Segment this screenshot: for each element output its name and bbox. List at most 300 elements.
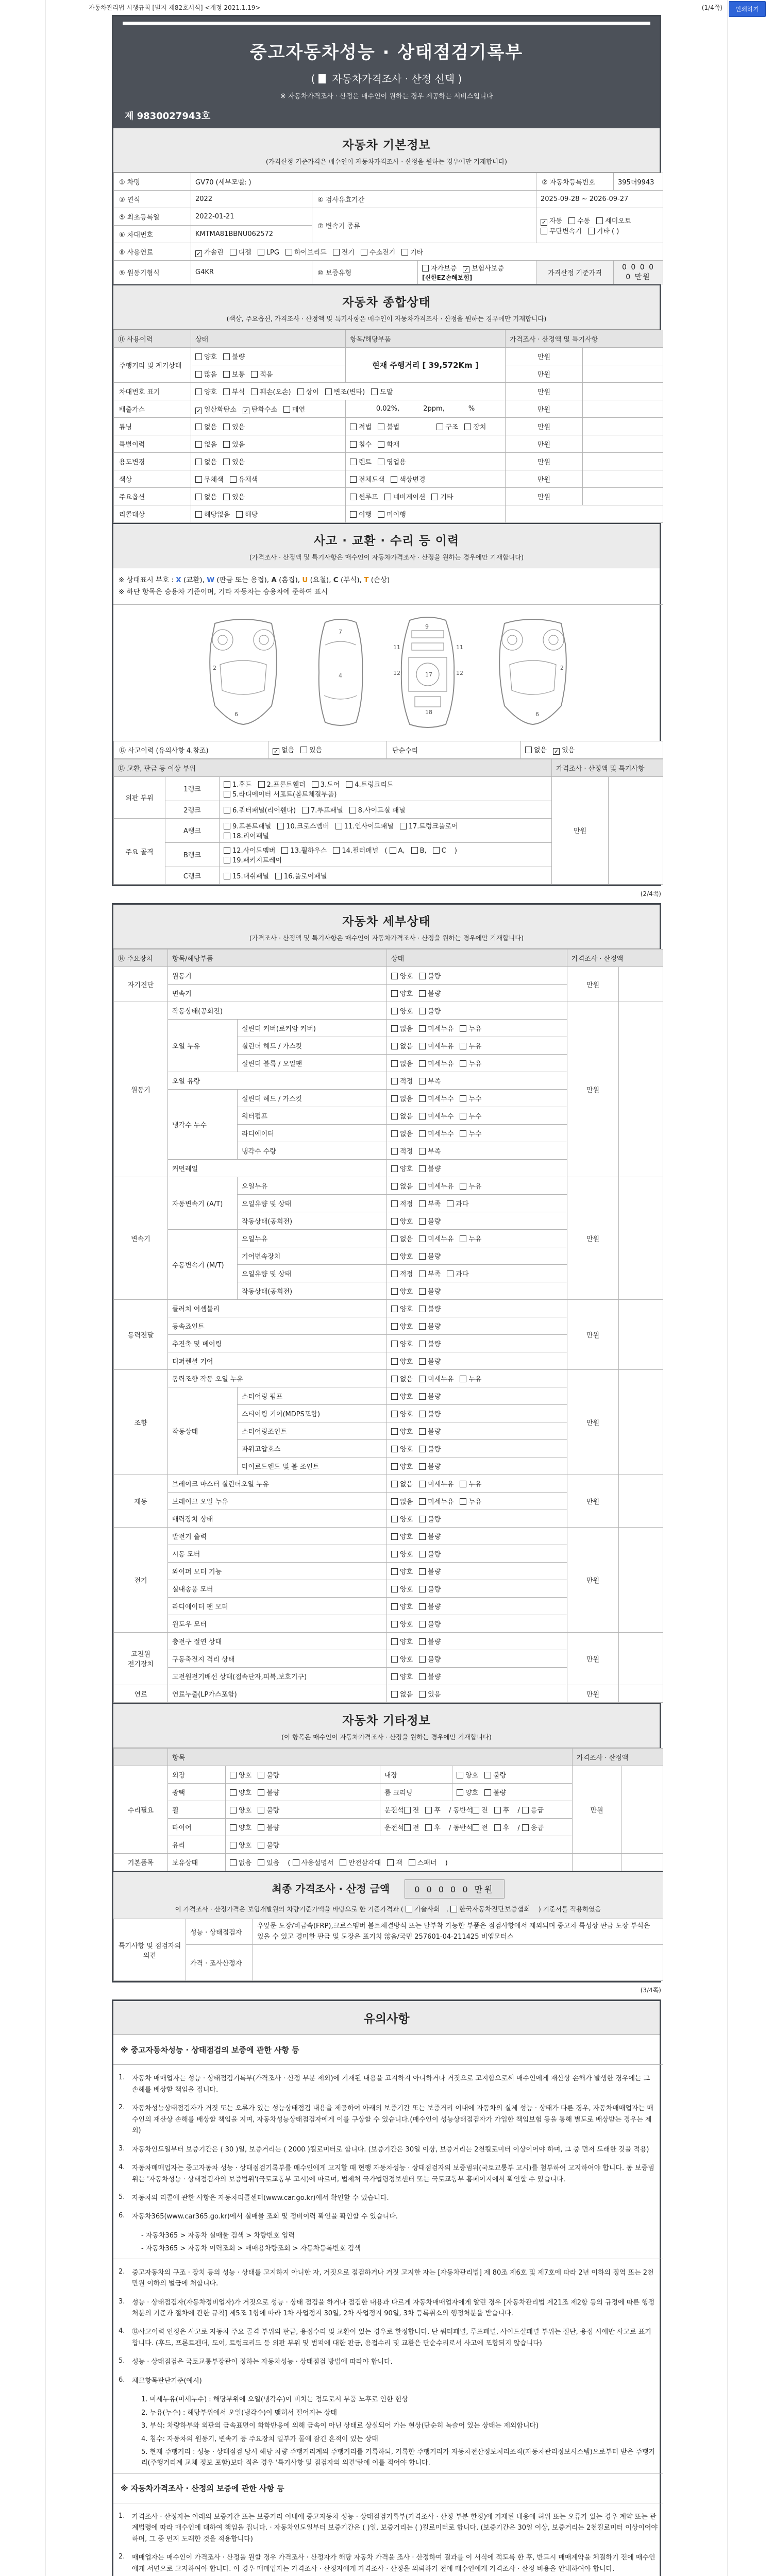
checkbox-option[interactable]: [419, 1671, 441, 1681]
checkbox-icon[interactable]: [340, 1859, 346, 1866]
checkbox-icon[interactable]: [350, 441, 357, 448]
checkbox-icon[interactable]: [391, 1446, 398, 1452]
checkbox-icon[interactable]: [596, 217, 603, 224]
checkbox-option[interactable]: [391, 1444, 413, 1453]
checkbox-icon[interactable]: [230, 1824, 237, 1831]
checkbox-icon[interactable]: [391, 1481, 398, 1487]
checkbox-icon[interactable]: [391, 1078, 398, 1084]
checkbox-option[interactable]: [419, 1198, 441, 1208]
checkbox-option[interactable]: [419, 1601, 441, 1611]
checkbox-icon[interactable]: [391, 1113, 398, 1120]
checkbox-icon[interactable]: [258, 1824, 264, 1831]
checkbox-option[interactable]: [391, 1689, 413, 1699]
checkbox-icon[interactable]: [361, 249, 367, 256]
checkbox-icon[interactable]: [419, 1341, 426, 1347]
checkbox-icon[interactable]: [460, 1183, 466, 1190]
checkbox-icon[interactable]: [391, 1165, 398, 1172]
checkbox-option[interactable]: [258, 779, 306, 789]
checkbox-icon[interactable]: [419, 1516, 426, 1522]
checkbox-icon[interactable]: [230, 1842, 237, 1849]
checkbox-icon[interactable]: [391, 1428, 398, 1435]
checkbox-icon[interactable]: [230, 1859, 237, 1866]
checkbox-option[interactable]: [391, 1268, 413, 1278]
checkbox-option[interactable]: [333, 845, 378, 855]
checkbox-icon[interactable]: [333, 249, 340, 256]
checkbox-icon[interactable]: [391, 1358, 398, 1365]
checkbox-option[interactable]: [391, 1461, 413, 1471]
checkbox-option[interactable]: [391, 1479, 413, 1488]
checkbox-option[interactable]: [541, 215, 562, 226]
checkbox-icon[interactable]: [195, 423, 202, 430]
checkbox-icon[interactable]: [419, 1060, 426, 1067]
print-button[interactable]: 인쇄하기: [729, 1, 766, 17]
checkbox-icon[interactable]: [391, 1516, 398, 1522]
checkbox-icon[interactable]: [223, 388, 230, 395]
checkbox-option[interactable]: [391, 1654, 413, 1664]
checkbox-option[interactable]: [425, 1805, 441, 1815]
checkbox-icon[interactable]: [297, 388, 304, 395]
checkbox-icon[interactable]: [419, 1603, 426, 1610]
checkbox-option[interactable]: [484, 1787, 506, 1797]
checkbox-option[interactable]: [460, 1058, 481, 1068]
checkbox-option[interactable]: [419, 1461, 441, 1471]
checkbox-icon[interactable]: [236, 511, 243, 518]
checkbox-icon[interactable]: [422, 265, 429, 272]
checkbox-option[interactable]: [230, 1840, 251, 1850]
checkbox-icon[interactable]: [460, 1481, 466, 1487]
checkbox-icon[interactable]: [588, 228, 595, 234]
checkbox-icon[interactable]: [419, 1621, 426, 1628]
checkbox-icon[interactable]: [387, 1859, 394, 1866]
checkbox-icon[interactable]: [473, 1824, 479, 1831]
checkbox-option[interactable]: [450, 1904, 530, 1913]
checkbox-icon[interactable]: [391, 1288, 398, 1295]
checkbox-icon[interactable]: [391, 1008, 398, 1014]
checkbox-option[interactable]: [224, 845, 275, 855]
checkbox-icon[interactable]: [460, 1025, 466, 1032]
checkbox-option[interactable]: [419, 1111, 453, 1121]
checkbox-option[interactable]: [293, 1857, 334, 1867]
checkbox-icon[interactable]: [391, 1043, 398, 1049]
checkbox-icon[interactable]: [223, 353, 230, 360]
checkbox-icon[interactable]: [568, 217, 575, 224]
checkbox-option[interactable]: [285, 247, 327, 257]
checkbox-option[interactable]: [258, 249, 279, 257]
checkbox-icon[interactable]: [350, 511, 357, 518]
checkbox-icon[interactable]: [400, 823, 407, 829]
checkbox-icon[interactable]: [419, 1200, 426, 1207]
checkbox-option[interactable]: [460, 1128, 481, 1138]
checkbox-option[interactable]: [391, 1338, 413, 1348]
checkbox-option[interactable]: [391, 1058, 413, 1068]
checkbox-option[interactable]: [350, 439, 372, 449]
checkbox-option[interactable]: [422, 263, 457, 273]
checkbox-icon[interactable]: [464, 423, 471, 430]
checkbox-icon[interactable]: [419, 1218, 426, 1225]
checkbox-icon[interactable]: [224, 823, 230, 829]
checkbox-icon[interactable]: [419, 1130, 426, 1137]
checkbox-option[interactable]: [224, 831, 269, 840]
checkbox-icon[interactable]: [494, 1807, 501, 1814]
checkbox-icon[interactable]: [195, 494, 202, 500]
checkbox-option[interactable]: [230, 247, 251, 257]
checkbox-icon[interactable]: [350, 423, 357, 430]
checkbox-icon[interactable]: [522, 1824, 529, 1831]
checkbox-option[interactable]: [391, 1496, 413, 1506]
checkbox-option[interactable]: [411, 847, 427, 855]
checkbox-option[interactable]: [195, 351, 217, 361]
checkbox-option[interactable]: [391, 1356, 413, 1366]
checkbox-icon[interactable]: [285, 249, 292, 256]
checkbox-option[interactable]: [494, 1805, 510, 1815]
checkbox-option[interactable]: [223, 351, 245, 361]
checkbox-option[interactable]: [391, 988, 413, 998]
checkbox-icon[interactable]: [391, 973, 398, 979]
checkbox-option[interactable]: [391, 1233, 413, 1243]
checkbox-option[interactable]: [251, 386, 291, 396]
checkbox-option[interactable]: [522, 1805, 544, 1815]
checkbox-icon[interactable]: [419, 1691, 426, 1698]
checkbox-icon[interactable]: [378, 423, 384, 430]
checkbox-option[interactable]: [224, 821, 271, 831]
checkbox-option[interactable]: [275, 871, 327, 880]
checkbox-icon[interactable]: [460, 1060, 466, 1067]
checkbox-option[interactable]: [419, 1146, 441, 1156]
checkbox-icon[interactable]: [391, 1603, 398, 1610]
checkbox-option[interactable]: [404, 1805, 419, 1815]
checkbox-option[interactable]: [391, 971, 413, 980]
checkbox-icon[interactable]: [460, 1498, 466, 1505]
checkbox-icon[interactable]: [436, 423, 443, 430]
checkbox-option[interactable]: [349, 805, 406, 815]
checkbox-option[interactable]: [404, 1822, 419, 1832]
checkbox-option[interactable]: [391, 474, 425, 484]
checkbox-option[interactable]: [230, 474, 258, 484]
checkbox-icon[interactable]: [293, 1859, 299, 1866]
checkbox-option[interactable]: [419, 1181, 453, 1191]
checkbox-icon[interactable]: [391, 1586, 398, 1592]
checkbox-icon[interactable]: [419, 1323, 426, 1330]
checkbox-option[interactable]: [391, 1636, 413, 1646]
checkbox-icon[interactable]: [419, 1498, 426, 1505]
checkbox-option[interactable]: [419, 1321, 441, 1331]
checkbox-icon[interactable]: [300, 747, 307, 753]
checkbox-option[interactable]: [419, 1076, 441, 1086]
checkbox-icon[interactable]: [230, 249, 237, 256]
checkbox-option[interactable]: [419, 1374, 453, 1383]
checkbox-icon[interactable]: [281, 847, 288, 854]
checkbox-option[interactable]: [425, 1822, 441, 1832]
checkbox-icon[interactable]: [195, 441, 202, 448]
checkbox-option[interactable]: [419, 1584, 441, 1594]
checkbox-option[interactable]: [297, 386, 319, 396]
checkbox-option[interactable]: [460, 1111, 481, 1121]
checkbox-option[interactable]: [419, 1514, 441, 1523]
checkbox-icon[interactable]: [224, 873, 230, 879]
checkbox-icon[interactable]: [223, 371, 230, 378]
checkbox-icon[interactable]: [283, 406, 290, 413]
checkbox-icon[interactable]: [391, 1691, 398, 1698]
checkbox-option[interactable]: [457, 1770, 478, 1780]
checkbox-option[interactable]: [195, 492, 217, 501]
checkbox-icon[interactable]: [391, 1183, 398, 1190]
checkbox-option[interactable]: [391, 1321, 413, 1331]
checkbox-option[interactable]: [460, 1023, 481, 1033]
checkbox-option[interactable]: [230, 1822, 251, 1832]
checkbox-option[interactable]: [391, 1409, 413, 1418]
checkbox-option[interactable]: [384, 492, 426, 501]
checkbox-icon[interactable]: [391, 1673, 398, 1680]
checkbox-icon[interactable]: [419, 973, 426, 979]
checkbox-icon[interactable]: [224, 833, 230, 839]
checkbox-icon[interactable]: [258, 1789, 264, 1796]
checkbox-icon[interactable]: [419, 1306, 426, 1312]
checkbox-option[interactable]: [447, 1198, 468, 1208]
checkbox-option[interactable]: [195, 247, 224, 257]
checkbox-icon[interactable]: [224, 781, 230, 788]
checkbox-option[interactable]: [350, 509, 372, 519]
checkbox-icon[interactable]: [335, 823, 342, 829]
checkbox-option[interactable]: [340, 1857, 381, 1867]
checkbox-icon[interactable]: [195, 476, 202, 483]
checkbox-icon[interactable]: [258, 1807, 264, 1814]
checkbox-icon[interactable]: [391, 1235, 398, 1242]
checkbox-icon[interactable]: [258, 781, 265, 788]
checkbox-icon[interactable]: [484, 1772, 491, 1778]
checkbox-option[interactable]: [419, 1216, 441, 1226]
checkbox-option[interactable]: [588, 226, 619, 235]
checkbox-icon[interactable]: [350, 476, 357, 483]
checkbox-icon[interactable]: [419, 1656, 426, 1663]
checkbox-option[interactable]: [273, 744, 294, 755]
checkbox-icon[interactable]: [419, 1148, 426, 1155]
checkbox-option[interactable]: [460, 1374, 481, 1383]
checkbox-icon[interactable]: [460, 1113, 466, 1120]
checkbox-icon[interactable]: [224, 807, 230, 814]
checkbox-icon[interactable]: ✓: [541, 219, 547, 226]
checkbox-icon[interactable]: [419, 1165, 426, 1172]
checkbox-option[interactable]: [223, 439, 245, 449]
checkbox-option[interactable]: [391, 1619, 413, 1629]
checkbox-icon[interactable]: [275, 873, 282, 879]
checkbox-icon[interactable]: [419, 1358, 426, 1365]
checkbox-option[interactable]: [224, 855, 282, 865]
checkbox-icon[interactable]: [391, 1498, 398, 1505]
checkbox-option[interactable]: [378, 421, 399, 431]
checkbox-option[interactable]: [431, 492, 453, 501]
checkbox-option[interactable]: [406, 1904, 440, 1913]
checkbox-icon[interactable]: ✓: [464, 266, 469, 273]
checkbox-option[interactable]: [419, 1531, 441, 1541]
checkbox-icon[interactable]: [333, 847, 340, 854]
checkbox-option[interactable]: [401, 247, 423, 257]
checkbox-icon[interactable]: [391, 1533, 398, 1540]
checkbox-icon[interactable]: [230, 1789, 237, 1796]
checkbox-icon[interactable]: [302, 807, 309, 814]
checkbox-option[interactable]: [195, 369, 217, 379]
checkbox-option[interactable]: [391, 1374, 413, 1383]
checkbox-option[interactable]: [391, 1163, 413, 1173]
checkbox-option[interactable]: [419, 1654, 441, 1664]
checkbox-option[interactable]: [419, 1356, 441, 1366]
checkbox-icon[interactable]: [447, 1200, 453, 1207]
checkbox-option[interactable]: [195, 474, 224, 484]
checkbox-option[interactable]: [541, 226, 582, 235]
checkbox-option[interactable]: [230, 1787, 251, 1797]
checkbox-option[interactable]: [302, 805, 343, 815]
checkbox-option[interactable]: [258, 1822, 279, 1832]
checkbox-icon[interactable]: [419, 1183, 426, 1190]
checkbox-option[interactable]: [419, 1549, 441, 1558]
checkbox-icon[interactable]: [391, 1060, 398, 1067]
checkbox-icon[interactable]: [419, 1235, 426, 1242]
checkbox-icon[interactable]: [419, 990, 426, 997]
checkbox-option[interactable]: [335, 821, 394, 831]
checkbox-icon[interactable]: [195, 388, 202, 395]
checkbox-option[interactable]: [378, 509, 406, 519]
checkbox-icon[interactable]: [391, 1463, 398, 1470]
checkbox-option[interactable]: [391, 1251, 413, 1261]
checkbox-icon[interactable]: [419, 1095, 426, 1102]
checkbox-icon[interactable]: [419, 1393, 426, 1400]
checkbox-option[interactable]: [419, 1566, 441, 1576]
checkbox-icon[interactable]: [378, 441, 384, 448]
checkbox-icon[interactable]: [433, 847, 440, 854]
checkbox-icon[interactable]: [195, 371, 202, 378]
checkbox-icon[interactable]: [391, 1253, 398, 1260]
checkbox-option[interactable]: [409, 1857, 437, 1867]
checkbox-option[interactable]: [391, 1181, 413, 1191]
checkbox-icon[interactable]: [419, 1025, 426, 1032]
checkbox-option[interactable]: [391, 1093, 413, 1103]
checkbox-option[interactable]: [419, 1286, 441, 1296]
checkbox-option[interactable]: [391, 1566, 413, 1576]
checkbox-icon[interactable]: [391, 1323, 398, 1330]
checkbox-option[interactable]: [460, 1233, 481, 1243]
checkbox-icon[interactable]: [419, 1043, 426, 1049]
checkbox-option[interactable]: [361, 247, 395, 257]
checkbox-option[interactable]: [243, 404, 277, 414]
checkbox-icon[interactable]: ✓: [196, 407, 201, 414]
checkbox-icon[interactable]: [230, 1772, 237, 1778]
checkbox-icon[interactable]: [425, 1824, 432, 1831]
checkbox-option[interactable]: [378, 456, 406, 466]
checkbox-icon[interactable]: [195, 353, 202, 360]
checkbox-option[interactable]: [391, 1146, 413, 1156]
checkbox-icon[interactable]: [391, 1376, 398, 1382]
checkbox-option[interactable]: [391, 1303, 413, 1313]
checkbox-icon[interactable]: [525, 747, 532, 753]
checkbox-option[interactable]: [419, 1636, 441, 1646]
checkbox-icon[interactable]: [406, 1906, 412, 1912]
checkbox-icon[interactable]: [419, 1673, 426, 1680]
checkbox-icon[interactable]: [409, 1859, 415, 1866]
checkbox-icon[interactable]: [494, 1824, 501, 1831]
checkbox-option[interactable]: [391, 1076, 413, 1086]
checkbox-icon[interactable]: [223, 459, 230, 465]
checkbox-option[interactable]: [346, 779, 393, 789]
checkbox-option[interactable]: [419, 1409, 441, 1418]
checkbox-option[interactable]: [236, 509, 258, 519]
checkbox-icon[interactable]: [457, 1772, 463, 1778]
checkbox-option[interactable]: [223, 369, 245, 379]
checkbox-icon[interactable]: [391, 1341, 398, 1347]
checkbox-icon[interactable]: [419, 1586, 426, 1592]
checkbox-icon[interactable]: [391, 1638, 398, 1645]
checkbox-icon[interactable]: [391, 1270, 398, 1277]
checkbox-icon[interactable]: [419, 1533, 426, 1540]
checkbox-option[interactable]: [223, 492, 245, 501]
checkbox-icon[interactable]: [431, 494, 438, 500]
checkbox-option[interactable]: [391, 1286, 413, 1296]
checkbox-icon[interactable]: [460, 1376, 466, 1382]
checkbox-option[interactable]: [525, 744, 547, 754]
checkbox-option[interactable]: [391, 1391, 413, 1401]
checkbox-icon[interactable]: [419, 1270, 426, 1277]
checkbox-option[interactable]: [419, 1338, 441, 1348]
checkbox-option[interactable]: [230, 1805, 251, 1815]
checkbox-option[interactable]: [350, 492, 378, 501]
checkbox-option[interactable]: [419, 1391, 441, 1401]
checkbox-icon[interactable]: [419, 1078, 426, 1084]
checkbox-icon[interactable]: [473, 1807, 479, 1814]
checkbox-option[interactable]: [568, 215, 590, 225]
checkbox-option[interactable]: [258, 1770, 279, 1780]
checkbox-option[interactable]: [391, 1006, 413, 1015]
checkbox-icon[interactable]: [419, 1568, 426, 1575]
checkbox-icon[interactable]: [391, 476, 397, 483]
checkbox-icon[interactable]: [371, 388, 378, 395]
checkbox-icon[interactable]: [450, 1906, 457, 1912]
checkbox-option[interactable]: [350, 474, 384, 484]
checkbox-icon[interactable]: [350, 494, 357, 500]
checkbox-option[interactable]: [390, 847, 405, 855]
checkbox-option[interactable]: [419, 1006, 441, 1015]
checkbox-option[interactable]: [391, 1671, 413, 1681]
checkbox-icon[interactable]: [419, 1481, 426, 1487]
checkbox-icon[interactable]: [223, 441, 230, 448]
checkbox-icon[interactable]: [419, 1376, 426, 1382]
checkbox-option[interactable]: [464, 421, 486, 431]
checkbox-option[interactable]: [460, 1181, 481, 1191]
checkbox-icon[interactable]: [457, 1789, 463, 1796]
checkbox-icon[interactable]: [404, 1807, 411, 1814]
checkbox-icon[interactable]: [447, 1270, 453, 1277]
checkbox-option[interactable]: [419, 1496, 453, 1506]
checkbox-icon[interactable]: [419, 1428, 426, 1435]
checkbox-option[interactable]: [400, 821, 458, 831]
checkbox-icon[interactable]: [349, 807, 356, 814]
checkbox-icon[interactable]: [419, 1463, 426, 1470]
checkbox-icon[interactable]: ✓: [273, 748, 279, 755]
checkbox-option[interactable]: [258, 1840, 279, 1850]
checkbox-icon[interactable]: [419, 1113, 426, 1120]
checkbox-option[interactable]: [419, 1023, 453, 1033]
checkbox-icon[interactable]: [223, 423, 230, 430]
checkbox-option[interactable]: [433, 847, 446, 855]
checkbox-icon[interactable]: [224, 857, 230, 863]
checkbox-option[interactable]: [419, 1251, 441, 1261]
checkbox-option[interactable]: [195, 421, 217, 431]
checkbox-option[interactable]: [251, 369, 273, 379]
checkbox-option[interactable]: [230, 1857, 251, 1867]
checkbox-option[interactable]: [419, 1619, 441, 1629]
checkbox-icon[interactable]: [419, 1638, 426, 1645]
checkbox-icon[interactable]: [419, 1008, 426, 1014]
checkbox-option[interactable]: [195, 509, 230, 519]
checkbox-option[interactable]: [473, 1805, 488, 1815]
checkbox-icon[interactable]: [350, 459, 357, 465]
